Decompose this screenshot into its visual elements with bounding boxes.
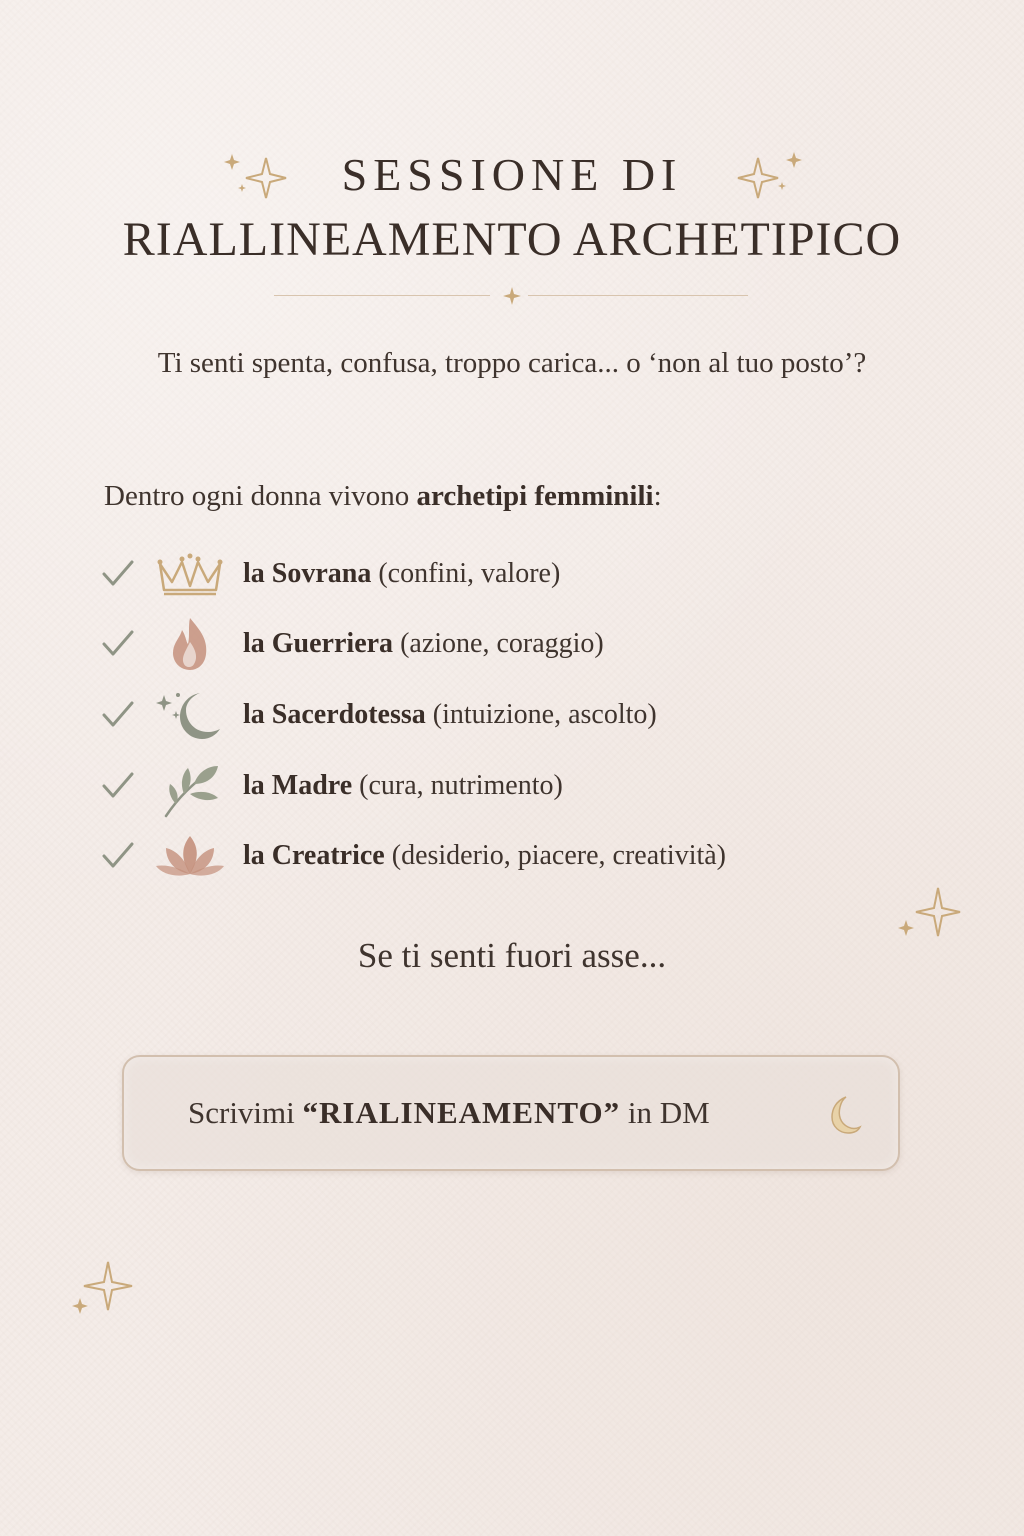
divider-left xyxy=(274,295,490,296)
check-icon xyxy=(98,556,138,592)
list-item xyxy=(98,542,958,606)
archetype-text xyxy=(243,836,726,876)
archetype-name: la Guerriera xyxy=(243,628,394,659)
crescent-moon-icon xyxy=(824,1093,864,1137)
archetype-name: la Creatrice xyxy=(243,840,385,871)
archetype-name: la Sacerdotessa xyxy=(243,699,426,730)
title-line-2: RIALLINEAMENTO ARCHETIPICO xyxy=(122,213,902,266)
list-item xyxy=(98,824,958,888)
archetype-desc: (intuizione, ascolto) xyxy=(432,699,657,730)
cta-text xyxy=(188,1093,710,1133)
title-line-1: SESSIONE DI xyxy=(341,149,683,200)
leaf-icon xyxy=(150,754,230,818)
archetype-desc: (desiderio, piacere, creatività) xyxy=(391,840,726,871)
crown-icon xyxy=(150,542,230,606)
dm-call-to-action[interactable] xyxy=(122,1055,900,1171)
divider-right xyxy=(528,295,748,296)
archetype-text xyxy=(243,624,604,664)
intro-question: Ti senti spenta, confusa, troppo carica... o ‘non al tuo posto’? xyxy=(157,347,867,379)
lead-text-regular: Dentro ogni donna vivono xyxy=(104,480,410,512)
cta-suffix: in DM xyxy=(627,1095,710,1130)
archetype-text xyxy=(243,766,563,806)
lotus-icon xyxy=(150,824,230,888)
moon-icon xyxy=(150,683,230,747)
cta-prefix: Scrivimi xyxy=(188,1095,295,1130)
check-icon xyxy=(98,697,138,733)
archetype-name: la Sovrana xyxy=(243,558,372,589)
list-item xyxy=(98,612,958,676)
list-item xyxy=(98,754,958,818)
archetype-name: la Madre xyxy=(243,770,353,801)
check-icon xyxy=(98,626,138,662)
lead-text-bold: archetipi femminili xyxy=(416,480,654,512)
archetype-desc: (confini, valore) xyxy=(378,558,561,589)
check-icon xyxy=(98,838,138,874)
lead-text xyxy=(104,474,662,518)
subtitle: Se ti senti fuori asse... xyxy=(357,936,667,975)
list-item xyxy=(98,683,958,747)
archetype-text xyxy=(243,554,560,594)
sparkle-icon xyxy=(68,1258,140,1324)
archetype-desc: (cura, nutrimento) xyxy=(359,770,563,801)
archetype-text xyxy=(243,695,657,735)
check-icon xyxy=(98,768,138,804)
archetype-desc: (azione, coraggio) xyxy=(400,628,604,659)
flame-icon xyxy=(150,612,230,676)
lead-text-suffix: : xyxy=(653,480,662,512)
divider-star-icon xyxy=(501,285,523,307)
cta-keyword: “RIALINEAMENTO” xyxy=(302,1095,621,1130)
